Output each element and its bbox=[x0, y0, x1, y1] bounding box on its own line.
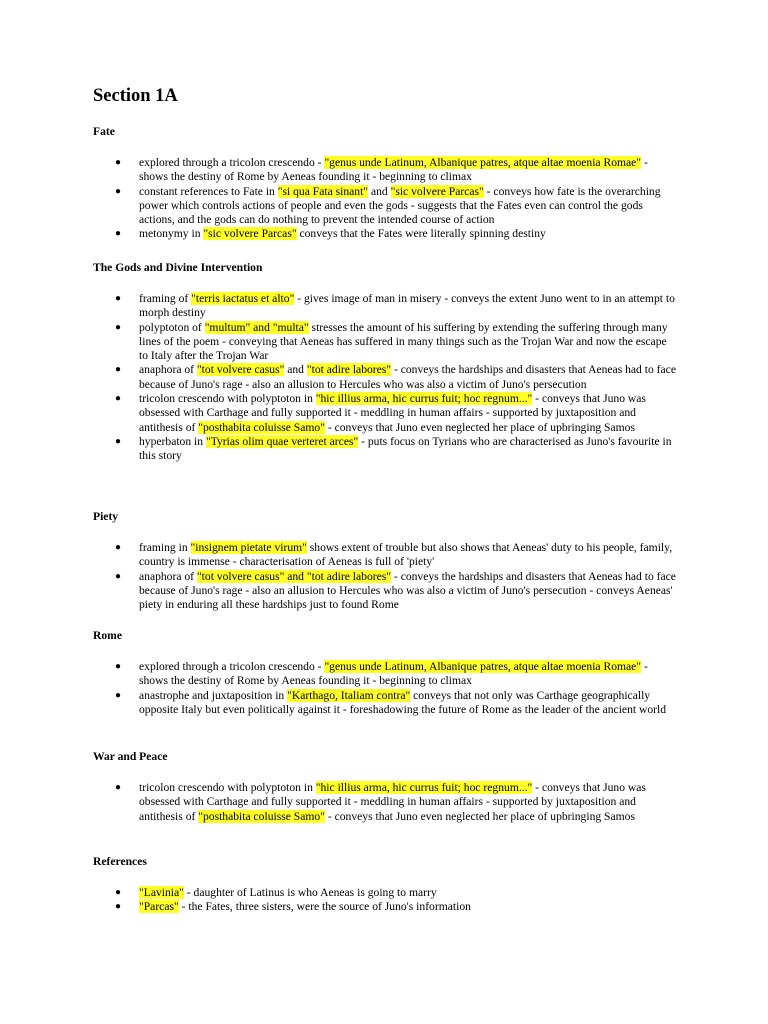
bullet-text: - conveys that Juno was obsessed with Carthage and fully supported it - meddling in human affairs - supported by juxtaposition and antithesis of bbox=[139, 781, 646, 823]
bullet-text: - conveys the hardships and disasters that Aeneas had to face because of Juno's rage - also an allusion to Hercules who was also a victim of Juno's persecution - conveys Aeneas' piety in enduring all these hardships just to found Rome bbox=[139, 569, 676, 612]
highlighted-quote: "hic illius arma, hic currus fuit; hoc regnum..." bbox=[315, 781, 533, 794]
highlighted-quote: "insignem pietate virum" bbox=[190, 541, 307, 554]
bullet-text: - puts focus on Tyrians who are characterised as Juno's favourite in this story bbox=[139, 434, 672, 463]
highlighted-quote: "genus unde Latinum, Albanique patres, atque altae moenia Romae" bbox=[324, 660, 642, 673]
list-item bbox=[93, 392, 678, 435]
bullet-list-war-and-peace bbox=[93, 781, 678, 824]
list-item bbox=[93, 886, 678, 900]
bullet-icon: ● bbox=[115, 661, 122, 672]
section-heading-gods: The Gods and Divine Intervention bbox=[93, 261, 263, 274]
bullet-text: - conveys the hardships and disasters that Aeneas had to face because of Juno's rage - also an allusion to Hercules who was also a victim of Juno's persecution bbox=[139, 363, 676, 391]
bullet-text: - daughter of Latinus is who Aeneas is going to marry bbox=[183, 886, 437, 899]
bullet-icon: ● bbox=[115, 157, 122, 168]
bullet-icon: ● bbox=[115, 393, 122, 405]
bullet-text: and bbox=[368, 184, 391, 198]
list-item bbox=[93, 292, 678, 321]
bullet-text: framing of bbox=[139, 292, 192, 305]
bullet-text: tricolon crescendo with polyptoton in bbox=[139, 392, 316, 406]
highlighted-quote: "hic illius arma, hic currus fuit; hoc regnum..." bbox=[315, 392, 533, 406]
highlighted-quote: "si qua Fata sinant" bbox=[277, 184, 369, 198]
list-item bbox=[93, 227, 678, 241]
highlighted-quote: "sic volvere Parcas" bbox=[390, 184, 484, 198]
list-item bbox=[93, 185, 678, 228]
section-heading-references: References bbox=[93, 855, 147, 868]
list-item bbox=[93, 321, 678, 364]
bullet-list-references bbox=[93, 886, 678, 915]
bullet-text: and bbox=[284, 363, 307, 377]
section-heading-piety: Piety bbox=[93, 510, 119, 523]
highlighted-quote: "genus unde Latinum, Albanique patres, atque altae moenia Romae" bbox=[324, 156, 642, 169]
bullet-icon: ● bbox=[115, 901, 122, 913]
bullet-icon: ● bbox=[115, 228, 122, 240]
bullet-icon: ● bbox=[115, 321, 122, 333]
bullet-icon: ● bbox=[115, 570, 122, 582]
page-title: Section 1A bbox=[93, 86, 178, 106]
highlighted-quote: "posthabita coluisse Samo" bbox=[198, 420, 325, 434]
highlighted-quote: "terris iactatus et alto" bbox=[191, 292, 295, 305]
bullet-icon: ● bbox=[115, 364, 122, 376]
bullet-text: metonymy in bbox=[139, 227, 204, 241]
highlighted-quote: "multum" and "multa" bbox=[204, 320, 309, 334]
highlighted-quote: "Lavinia" bbox=[139, 886, 184, 899]
bullet-text: - conveys that Juno was obsessed with Carthage and fully supported it - meddling in human affairs - supported by juxtaposition and antithesis of bbox=[139, 392, 646, 434]
bullet-icon: ● bbox=[115, 782, 122, 793]
list-item bbox=[93, 900, 678, 914]
list-item bbox=[93, 689, 678, 718]
bullet-text: - gives image of man in misery - conveys the extent Juno went to in an attempt to morph destiny bbox=[139, 292, 675, 320]
bullet-text: stresses the amount of his suffering by extending the suffering through many lines of the poem - conveying that Aeneas has suffered in many things such as the Trojan War and now the escape to Italy after the Trojan War bbox=[139, 320, 668, 363]
list-item bbox=[93, 363, 678, 392]
bullet-text: conveys that not only was Carthage geographically opposite Italy but even politically against it - foreshadowing the future of Rome as the leader of the ancient world bbox=[139, 688, 667, 716]
bullet-text: anaphora of bbox=[139, 363, 197, 377]
bullet-text: - the Fates, three sisters, were the source of Juno's information bbox=[178, 900, 471, 914]
highlighted-quote: "tot volvere casus" bbox=[196, 363, 285, 377]
bullet-text: - shows the destiny of Rome by Aeneas founding it - beginning to climax bbox=[139, 156, 648, 184]
bullet-text: shows extent of trouble but also shows that Aeneas' duty to his people, family, country is immense - characterisation of Aeneas is full of 'piety' bbox=[139, 541, 673, 569]
section-heading-rome: Rome bbox=[93, 629, 122, 642]
section-heading-war-and-peace: War and Peace bbox=[93, 750, 168, 763]
highlighted-quote: "tot adire labores" bbox=[306, 363, 392, 377]
list-item bbox=[93, 541, 678, 570]
list-item bbox=[93, 156, 678, 185]
bullet-text: tricolon crescendo with polyptoton in bbox=[139, 781, 316, 794]
bullet-list-gods bbox=[93, 292, 678, 464]
bullet-text: - conveys how fate is the overarching power which controls actions of people and even the gods - suggests that the Fates even can control the gods actions, and the gods can do nothing to prevent the intended course of action bbox=[139, 184, 661, 227]
highlighted-quote: "tot volvere casus" and "tot adire labores" bbox=[196, 569, 392, 583]
bullet-text: explored through a tricolon crescendo - bbox=[139, 660, 325, 673]
bullet-icon: ● bbox=[115, 689, 122, 701]
bullet-icon: ● bbox=[115, 185, 122, 197]
bullet-text: - shows the destiny of Rome by Aeneas founding it - beginning to climax bbox=[139, 660, 648, 688]
bullet-text: - conveys that Juno even neglected her place of upbringing Samos bbox=[324, 420, 635, 434]
highlighted-quote: "sic volvere Parcas" bbox=[203, 227, 297, 241]
bullet-list-fate bbox=[93, 156, 678, 242]
bullet-text: hyperbaton in bbox=[139, 434, 206, 448]
bullet-icon: ● bbox=[115, 435, 122, 447]
list-item bbox=[93, 570, 678, 613]
list-item bbox=[93, 781, 678, 824]
bullet-text: explored through a tricolon crescendo - bbox=[139, 156, 325, 169]
list-item bbox=[93, 660, 678, 689]
bullet-text: anaphora of bbox=[139, 569, 197, 583]
list-item bbox=[93, 435, 678, 464]
section-heading-fate: Fate bbox=[93, 125, 115, 138]
bullet-text: anastrophe and juxtaposition in bbox=[139, 688, 288, 702]
bullet-text: framing in bbox=[139, 541, 191, 554]
bullet-text: polyptoton of bbox=[139, 320, 205, 334]
bullet-icon: ● bbox=[115, 887, 122, 898]
bullet-text: - conveys that Juno even neglected her place of upbringing Samos bbox=[324, 809, 635, 823]
highlighted-quote: "Parcas" bbox=[139, 900, 179, 914]
bullet-icon: ● bbox=[115, 293, 122, 304]
bullet-list-piety bbox=[93, 541, 678, 612]
highlighted-quote: "posthabita coluisse Samo" bbox=[198, 809, 325, 823]
bullet-icon: ● bbox=[115, 542, 122, 553]
bullet-text: constant references to Fate in bbox=[139, 184, 278, 198]
highlighted-quote: "Karthago, Italiam contra" bbox=[287, 688, 411, 702]
bullet-text: conveys that the Fates were literally spinning destiny bbox=[296, 227, 546, 241]
bullet-list-rome bbox=[93, 660, 678, 717]
highlighted-quote: "Tyrias olim quae verteret arces" bbox=[205, 434, 359, 448]
